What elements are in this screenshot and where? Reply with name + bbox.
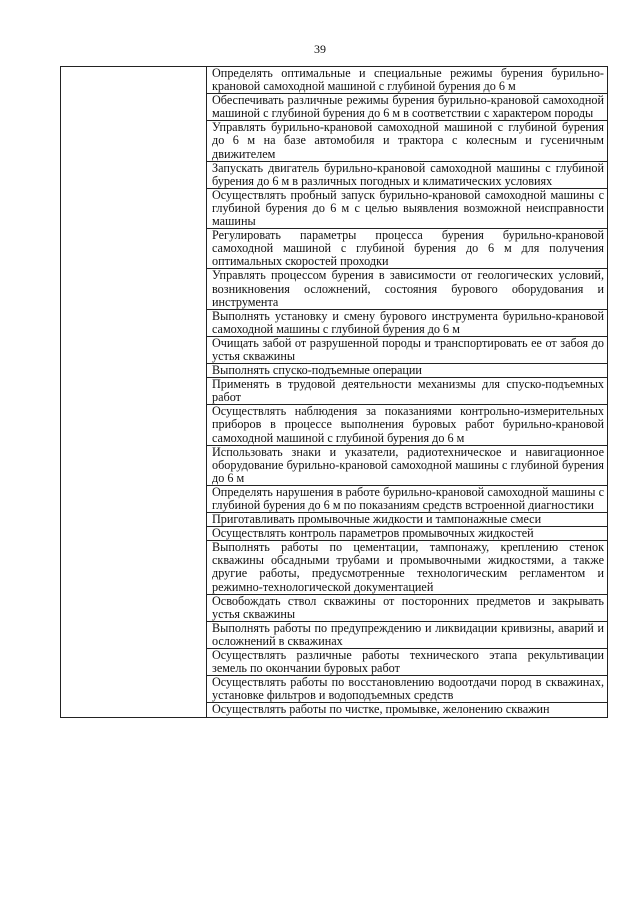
skill-cell: Регулировать параметры процесса бурения бурильно-крановой самоходной машиной с глубиной бурения до 6 м для получения оптимальных скоростей проходки [207, 229, 608, 269]
skill-cell: Осуществлять различные работы технического этапа рекультивации земель по окончании буровых работ [207, 649, 608, 676]
skill-cell: Выполнять работы по цементации, тампонажу, креплению стенок скважины обсадными трубами и промывочными жидкостями, а также другие работы, предусмотренные технологическим регламентом и режимно-технологической документацией [207, 541, 608, 594]
skills-table [60, 66, 608, 718]
skill-cell: Управлять бурильно-крановой самоходной машиной с глубиной бурения до 6 м на базе автомобиля и трактора с колесным и гусеничным движителем [207, 121, 608, 161]
skill-cell: Определять нарушения в работе бурильно-крановой самоходной машины с глубиной бурения до 6 м по показаниям средств встроенной диагностики [207, 485, 608, 512]
skill-cell: Применять в трудовой деятельности механизмы для спуско-подъемных работ [207, 378, 608, 405]
skill-cell: Использовать знаки и указатели, радиотехническое и навигационное оборудование бурильно-крановой самоходной машины с глубиной бурения до 6 м [207, 445, 608, 485]
skill-cell: Осуществлять работы по восстановлению водоотдачи пород в скважинах, установке фильтров и водоподъемных средств [207, 676, 608, 703]
skill-cell: Выполнять установку и смену бурового инструмента бурильно-крановой самоходной машины с глубиной бурения до 6 м [207, 309, 608, 336]
skill-cell: Определять оптимальные и специальные режимы бурения бурильно-крановой самоходной машиной с глубиной бурения до 6 м [207, 67, 608, 94]
merged-label-cell [61, 67, 207, 718]
skill-cell: Выполнять спуско-подъемные операции [207, 364, 608, 378]
skill-cell: Запускать двигатель бурильно-крановой самоходной машины с глубиной бурения до 6 м в различных погодных и климатических условиях [207, 161, 608, 188]
skill-cell: Обеспечивать различные режимы бурения бурильно-крановой самоходной машиной с глубиной бурения до 6 м в соответствии с характером породы [207, 94, 608, 121]
table-row [61, 67, 608, 94]
skill-cell: Приготавливать промывочные жидкости и тампонажные смеси [207, 513, 608, 527]
skill-cell: Выполнять работы по предупреждению и ликвидации кривизны, аварий и осложнений в скважинах [207, 621, 608, 648]
table-body [61, 67, 608, 718]
skill-cell: Управлять процессом бурения в зависимости от геологических условий, возникновения осложнений, состояния бурового оборудования и инструмента [207, 269, 608, 309]
skill-cell: Осуществлять пробный запуск бурильно-крановой самоходной машины с глубиной бурения до 6 м с целью выявления возможной неисправности машины [207, 188, 608, 228]
skill-cell: Осуществлять контроль параметров промывочных жидкостей [207, 527, 608, 541]
skill-cell: Освобождать ствол скважины от посторонних предметов и закрывать устья скважины [207, 594, 608, 621]
skill-cell: Очищать забой от разрушенной породы и транспортировать ее от забоя до устья скважины [207, 336, 608, 363]
skill-cell: Осуществлять наблюдения за показаниями контрольно-измерительных приборов в процессе выполнения буровых работ бурильно-крановой самоходной машиной с глубиной бурения до 6 м [207, 405, 608, 445]
skill-cell: Осуществлять работы по чистке, промывке, желонению скважин [207, 703, 608, 717]
page-number: 39 [314, 42, 326, 56]
